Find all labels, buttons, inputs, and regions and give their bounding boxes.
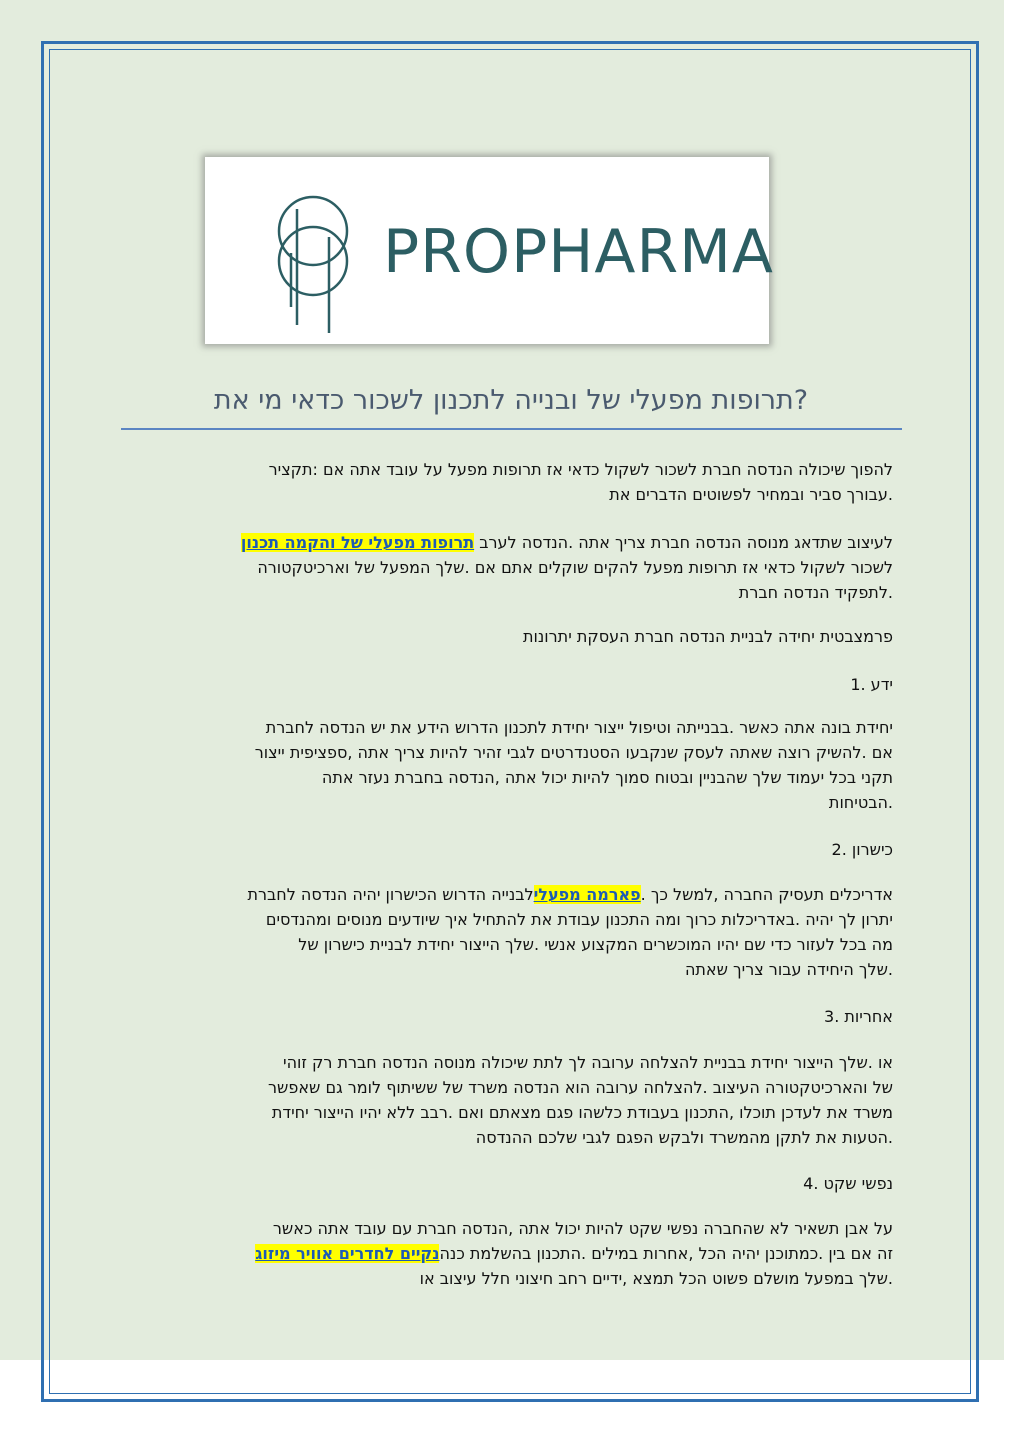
paragraph-line: תקני בכל יעמוד שלך שהבניין ובטוח סמוך להיות יכול אתה ,הנדסה בחברת נעזר אתה [321, 768, 893, 787]
paragraph-line: .שלך במפעל מושלם פשוט הכל תמצא ,ידיים רחב חיצוני חלל עיצוב או [419, 1269, 893, 1288]
paragraph-line: יתרון לך יהיה .באדריכלות כרוך ומה התכנון עבודת את להתחיל איך שיודעים מנוסים ומהנדסים [265, 910, 893, 929]
paragraph-line: של והארכיטקטורה העיצוב .להצלחה ערובה הוא הנדסה משרד של ששיתוף לומר גם שאפשר [267, 1078, 893, 1097]
paragraph-line [125, 530, 893, 555]
paragraph-text: זה אם בין .כמתוכנן יהיה הכל ,אחרות במילים .התכנון בהשלמת כנה [439, 1244, 893, 1263]
section-1-heading [125, 672, 893, 697]
paragraph-line: אם .להשיק רוצה שאתה לעסק שנקבעו הסטנדרטים לגבי זהיר להיות צריך אתה ,ספציפית ייצור [254, 743, 893, 762]
paragraph-2 [125, 530, 893, 605]
advantages-heading-text: פרמצבטית יחידה לבניית הנדסה חברת העסקת יתרונות [523, 627, 893, 646]
paragraph-line [125, 882, 893, 907]
logo-wordmark: PROPHARMA [383, 217, 774, 287]
section-4-heading [125, 1171, 893, 1196]
paragraph-line: יחידת בונה אתה כאשר .בבנייתה וטיפול ייצור יחידת לתכנון הדרוש הידע את יש הנדסה לחברת [265, 718, 893, 737]
section-4-body [125, 1216, 893, 1291]
section-2-body [125, 882, 893, 982]
paragraph-line: על אבן תשאיר לא שהחברה נפשי שקט להיות יכול אתה ,הנדסה חברת עם עובד אתה כאשר [272, 1219, 893, 1238]
paragraph-line: .שלך היחידה עבור צריך שאתה [684, 960, 893, 979]
propharma-logo [205, 157, 774, 344]
section-heading: ידע .1 [850, 675, 893, 694]
paragraph-line: .הטעות את לתקן מהמשרד ולבקש הפגם לגבי שלכם ההנדסה [475, 1128, 893, 1147]
intro-line: .עבורך סביר ובמחיר לפשוטים הדברים את [609, 485, 893, 504]
paragraph-line: מה בכל לעזור כדי שם יהיו המוכשרים המקצוע אנשי .שלך הייצור יחידת לבניית כישרון של [298, 935, 893, 954]
intro-line: להפוך שיכולה הנדסה חברת לשכור לשקול כדאי אז תרופות מפעל על עובד אתה אם :תקציר [268, 460, 893, 479]
section-heading: כישרון .2 [831, 840, 893, 859]
title-divider [121, 428, 902, 430]
paragraph-line [125, 1241, 893, 1266]
section-3-heading [125, 1004, 893, 1029]
paragraph-line: או .שלך הייצור יחידת בבניית להצלחה ערובה לך לתת שיכולה מנוסה הנדסה חברת רק זוהי [283, 1053, 893, 1072]
paragraph-text: אדריכלים תעסיק החברה ,למשל כך . [640, 885, 893, 904]
link-clean-room-air-conditioning[interactable]: נקיים לחדרים אוויר מיזוג [255, 1244, 440, 1263]
paragraph-line: .הבטיחות [828, 793, 893, 812]
paragraph-line: לשכור לשקול כדאי אז תרופות מפעל להקים שוקלים אתם אם .שלך המפעל של וארכיטקטורה [257, 558, 893, 577]
link-pharma-factories[interactable]: פארמה מפעלי [533, 885, 641, 904]
section-3-body [125, 1050, 893, 1150]
section-1-body [125, 715, 893, 815]
page-title: ?תרופות מפעלי של ובנייה לתכנון לשכור כדאי מי את [213, 385, 809, 416]
paragraph-line: משרד את לעדכן תוכלו ,התכנון בעבודת כלשהו פגם מצאתם ואם .רבב ללא יהיו הייצור יחידת [271, 1103, 893, 1122]
intro-paragraph [125, 457, 893, 507]
paragraph-line: .לתפקיד הנדסה חברת [738, 583, 893, 602]
section-heading: נפשי שקט .4 [803, 1174, 893, 1193]
section-2-heading [125, 837, 893, 862]
link-pharma-factory-planning[interactable]: תרופות מפעלי של והקמה תכנון [240, 533, 475, 552]
advantages-heading [125, 624, 893, 649]
paragraph-text: לעיצוב שתדאג מנוסה הנדסה חברת צריך אתה .הנדסה לערב [474, 533, 893, 552]
paragraph-text: לבנייה הדרוש הכישרון יהיה הנדסה לחברת [247, 885, 534, 904]
section-heading: אחריות .3 [824, 1007, 893, 1026]
